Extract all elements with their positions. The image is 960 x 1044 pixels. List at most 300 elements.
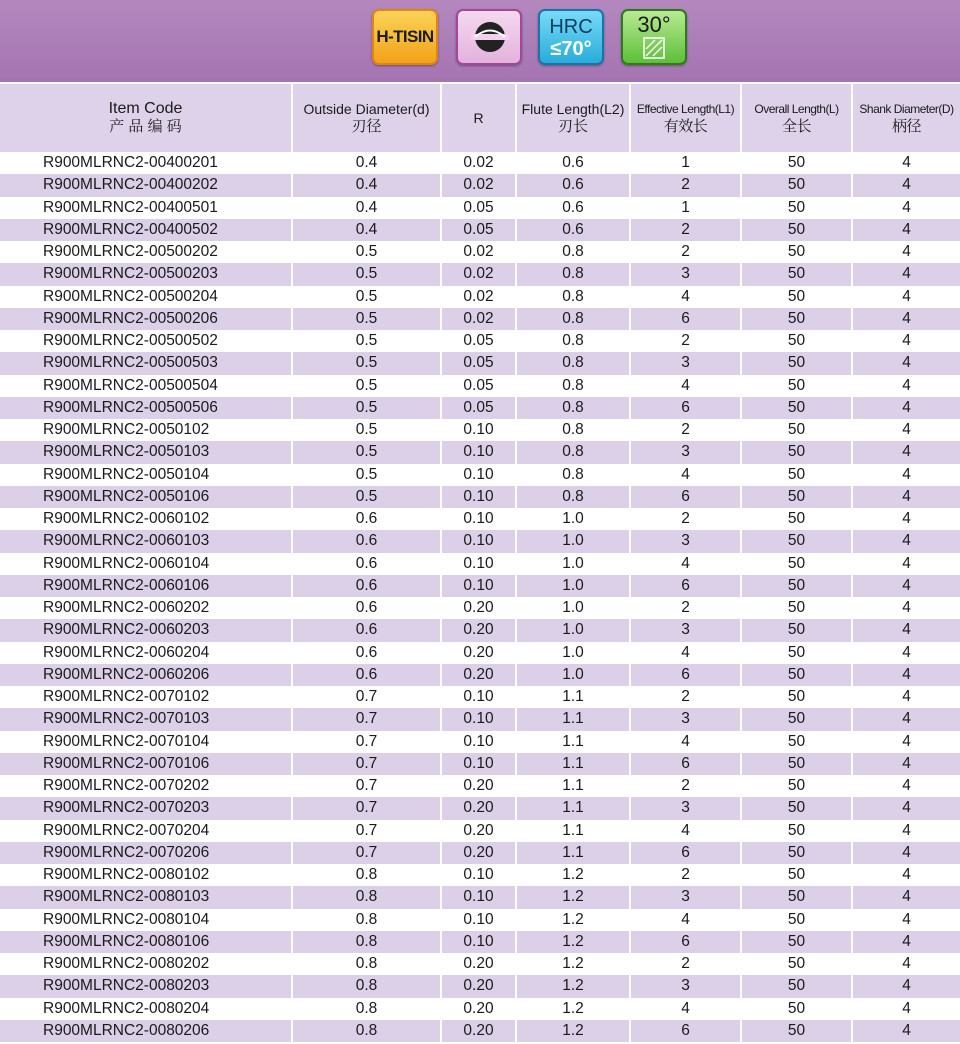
item-code-cell: R900MLRNC2-0080106: [0, 931, 293, 953]
flute-length-cell: 0.8: [517, 308, 631, 330]
overall-length-cell: 50: [742, 486, 853, 508]
shank-diameter-cell: 4: [853, 731, 960, 753]
radius-cell: 0.10: [442, 419, 517, 441]
effective-length-cell: 4: [631, 998, 742, 1020]
overall-length-cell: 50: [742, 308, 853, 330]
table-row: [0, 375, 960, 397]
radius-cell: 0.10: [442, 464, 517, 486]
effective-length-cell: 4: [631, 286, 742, 308]
table-row: [0, 397, 960, 419]
flute-length-cell: 0.8: [517, 375, 631, 397]
effective-length-cell: 3: [631, 619, 742, 641]
table-row: [0, 975, 960, 997]
shank-diameter-cell: 4: [853, 998, 960, 1020]
effective-length-cell: 2: [631, 219, 742, 241]
header-label-cn: 柄径: [891, 118, 921, 135]
overall-length-cell: 50: [742, 909, 853, 931]
radius-cell: 0.10: [442, 886, 517, 908]
flute-length-cell: 1.1: [517, 842, 631, 864]
overall-length-cell: 50: [742, 820, 853, 842]
outside-diameter-cell: 0.6: [293, 508, 442, 530]
effective-length-cell: 6: [631, 842, 742, 864]
flute-length-cell: 1.1: [517, 775, 631, 797]
overall-length-cell: 50: [742, 686, 853, 708]
column-header-effective-length: [631, 84, 742, 152]
shank-diameter-cell: 4: [853, 575, 960, 597]
overall-length-cell: 50: [742, 174, 853, 196]
overall-length-cell: 50: [742, 708, 853, 730]
radius-cell: 0.10: [442, 486, 517, 508]
helix-angle-badge: [621, 9, 687, 65]
flute-length-cell: 1.2: [517, 975, 631, 997]
overall-length-cell: 50: [742, 263, 853, 285]
effective-length-cell: 4: [631, 464, 742, 486]
item-code-cell: R900MLRNC2-0060206: [0, 664, 293, 686]
shank-diameter-cell: 4: [853, 775, 960, 797]
flute-length-cell: 1.0: [517, 597, 631, 619]
flute-length-cell: 0.8: [517, 352, 631, 374]
radius-cell: 0.10: [442, 686, 517, 708]
effective-length-cell: 6: [631, 486, 742, 508]
item-code-cell: R900MLRNC2-00400502: [0, 219, 293, 241]
ball-nose-profile-badge: [456, 9, 522, 65]
outside-diameter-cell: 0.7: [293, 797, 442, 819]
outside-diameter-cell: 0.8: [293, 975, 442, 997]
header-label-cn: 产 品 编 码: [109, 118, 182, 135]
effective-length-cell: 2: [631, 330, 742, 352]
flute-length-cell: 1.2: [517, 998, 631, 1020]
item-code-cell: R900MLRNC2-0070206: [0, 842, 293, 864]
item-code-cell: R900MLRNC2-00400201: [0, 152, 293, 174]
item-code-cell: R900MLRNC2-00400202: [0, 174, 293, 196]
item-code-cell: R900MLRNC2-0050104: [0, 464, 293, 486]
table-row: [0, 508, 960, 530]
radius-cell: 0.02: [442, 263, 517, 285]
flute-length-cell: 1.2: [517, 909, 631, 931]
table-row: [0, 553, 960, 575]
item-code-cell: R900MLRNC2-0080104: [0, 909, 293, 931]
flute-length-cell: 1.2: [517, 1020, 631, 1042]
flute-length-cell: 1.0: [517, 642, 631, 664]
outside-diameter-cell: 0.4: [293, 197, 442, 219]
table-row: [0, 530, 960, 552]
flute-length-cell: 1.1: [517, 820, 631, 842]
effective-length-cell: 2: [631, 686, 742, 708]
table-row: [0, 864, 960, 886]
hrc-value: ≤70°: [550, 38, 592, 60]
radius-cell: 0.20: [442, 998, 517, 1020]
radius-cell: 0.10: [442, 931, 517, 953]
item-code-cell: R900MLRNC2-0080202: [0, 953, 293, 975]
effective-length-cell: 3: [631, 441, 742, 463]
outside-diameter-cell: 0.8: [293, 1020, 442, 1042]
shank-diameter-cell: 4: [853, 820, 960, 842]
outside-diameter-cell: 0.4: [293, 219, 442, 241]
overall-length-cell: 50: [742, 842, 853, 864]
item-code-cell: R900MLRNC2-0070104: [0, 731, 293, 753]
shank-diameter-cell: 4: [853, 619, 960, 641]
shank-diameter-cell: 4: [853, 486, 960, 508]
flute-length-cell: 1.2: [517, 864, 631, 886]
item-code-cell: R900MLRNC2-0070106: [0, 753, 293, 775]
radius-cell: 0.20: [442, 1020, 517, 1042]
overall-length-cell: 50: [742, 241, 853, 263]
overall-length-cell: 50: [742, 642, 853, 664]
overall-length-cell: 50: [742, 864, 853, 886]
flute-length-cell: 1.0: [517, 530, 631, 552]
header-label-en: Overall Length(L): [754, 102, 839, 116]
shank-diameter-cell: 4: [853, 1020, 960, 1042]
header-label-cn: 有效长: [663, 118, 708, 135]
overall-length-cell: 50: [742, 219, 853, 241]
effective-length-cell: 4: [631, 820, 742, 842]
outside-diameter-cell: 0.5: [293, 352, 442, 374]
shank-diameter-cell: 4: [853, 174, 960, 196]
effective-length-cell: 6: [631, 753, 742, 775]
effective-length-cell: 2: [631, 953, 742, 975]
item-code-cell: R900MLRNC2-0070202: [0, 775, 293, 797]
radius-cell: 0.02: [442, 286, 517, 308]
table-row: [0, 286, 960, 308]
radius-cell: 0.10: [442, 530, 517, 552]
item-code-cell: R900MLRNC2-0060203: [0, 619, 293, 641]
effective-length-cell: 3: [631, 530, 742, 552]
table-row: [0, 708, 960, 730]
effective-length-cell: 4: [631, 909, 742, 931]
hrc-hardness-badge: [538, 9, 604, 65]
shank-diameter-cell: 4: [853, 597, 960, 619]
shank-diameter-cell: 4: [853, 886, 960, 908]
effective-length-cell: 2: [631, 775, 742, 797]
outside-diameter-cell: 0.7: [293, 820, 442, 842]
table-row: [0, 308, 960, 330]
radius-cell: 0.20: [442, 842, 517, 864]
table-row: [0, 330, 960, 352]
table-header-row: [0, 84, 960, 152]
outside-diameter-cell: 0.7: [293, 775, 442, 797]
item-code-cell: R900MLRNC2-0070102: [0, 686, 293, 708]
flute-length-cell: 0.8: [517, 286, 631, 308]
outside-diameter-cell: 0.7: [293, 686, 442, 708]
shank-diameter-cell: 4: [853, 330, 960, 352]
table-row: [0, 241, 960, 263]
radius-cell: 0.10: [442, 708, 517, 730]
effective-length-cell: 3: [631, 352, 742, 374]
outside-diameter-cell: 0.5: [293, 286, 442, 308]
shank-diameter-cell: 4: [853, 419, 960, 441]
outside-diameter-cell: 0.6: [293, 530, 442, 552]
outside-diameter-cell: 0.4: [293, 174, 442, 196]
ball-nose-profile-icon: [471, 20, 509, 54]
header-label-en: Outside Diameter(d): [303, 101, 430, 117]
effective-length-cell: 6: [631, 308, 742, 330]
overall-length-cell: 50: [742, 508, 853, 530]
shank-diameter-cell: 4: [853, 975, 960, 997]
item-code-cell: R900MLRNC2-0080206: [0, 1020, 293, 1042]
radius-cell: 0.10: [442, 753, 517, 775]
radius-cell: 0.20: [442, 775, 517, 797]
radius-cell: 0.20: [442, 953, 517, 975]
item-code-cell: R900MLRNC2-0080204: [0, 998, 293, 1020]
radius-cell: 0.05: [442, 219, 517, 241]
radius-cell: 0.05: [442, 330, 517, 352]
table-row: [0, 642, 960, 664]
column-header-outside-diameter: [293, 84, 442, 152]
overall-length-cell: 50: [742, 975, 853, 997]
overall-length-cell: 50: [742, 553, 853, 575]
radius-cell: 0.20: [442, 642, 517, 664]
shank-diameter-cell: 4: [853, 464, 960, 486]
table-body: [0, 152, 960, 1042]
table-row: [0, 820, 960, 842]
shank-diameter-cell: 4: [853, 842, 960, 864]
radius-cell: 0.10: [442, 441, 517, 463]
radius-cell: 0.10: [442, 731, 517, 753]
table-row: [0, 174, 960, 196]
table-row: [0, 664, 960, 686]
top-banner: [0, 0, 960, 82]
flute-length-cell: 0.6: [517, 174, 631, 196]
item-code-cell: R900MLRNC2-0080203: [0, 975, 293, 997]
flute-length-cell: 0.6: [517, 197, 631, 219]
effective-length-cell: 6: [631, 1020, 742, 1042]
effective-length-cell: 3: [631, 797, 742, 819]
item-code-cell: R900MLRNC2-00500504: [0, 375, 293, 397]
flute-length-cell: 0.8: [517, 486, 631, 508]
effective-length-cell: 3: [631, 975, 742, 997]
outside-diameter-cell: 0.8: [293, 953, 442, 975]
flute-length-cell: 0.8: [517, 330, 631, 352]
outside-diameter-cell: 0.7: [293, 731, 442, 753]
column-header-flute-length: [517, 84, 631, 152]
overall-length-cell: 50: [742, 775, 853, 797]
header-label-en: Flute Length(L2): [521, 101, 625, 117]
effective-length-cell: 2: [631, 241, 742, 263]
flute-length-cell: 1.1: [517, 797, 631, 819]
table-row: [0, 998, 960, 1020]
radius-cell: 0.10: [442, 864, 517, 886]
item-code-cell: R900MLRNC2-0050102: [0, 419, 293, 441]
table-row: [0, 842, 960, 864]
outside-diameter-cell: 0.5: [293, 441, 442, 463]
item-code-cell: R900MLRNC2-0060104: [0, 553, 293, 575]
shank-diameter-cell: 4: [853, 197, 960, 219]
flute-length-cell: 1.2: [517, 931, 631, 953]
outside-diameter-cell: 0.8: [293, 998, 442, 1020]
h-tisin-label: H-TISIN: [376, 27, 434, 46]
outside-diameter-cell: 0.5: [293, 330, 442, 352]
outside-diameter-cell: 0.6: [293, 664, 442, 686]
outside-diameter-cell: 0.5: [293, 241, 442, 263]
outside-diameter-cell: 0.6: [293, 553, 442, 575]
overall-length-cell: 50: [742, 330, 853, 352]
flute-length-cell: 1.1: [517, 731, 631, 753]
overall-length-cell: 50: [742, 797, 853, 819]
overall-length-cell: 50: [742, 197, 853, 219]
table-row: [0, 597, 960, 619]
flute-length-cell: 0.8: [517, 464, 631, 486]
table-row: [0, 686, 960, 708]
item-code-cell: R900MLRNC2-0060102: [0, 508, 293, 530]
overall-length-cell: 50: [742, 530, 853, 552]
outside-diameter-cell: 0.6: [293, 575, 442, 597]
radius-cell: 0.10: [442, 909, 517, 931]
shank-diameter-cell: 4: [853, 642, 960, 664]
table-row: [0, 152, 960, 174]
table-row: [0, 1020, 960, 1042]
flute-length-cell: 0.8: [517, 241, 631, 263]
overall-length-cell: 50: [742, 753, 853, 775]
header-label-cn: 全长: [781, 118, 811, 135]
radius-cell: 0.10: [442, 553, 517, 575]
overall-length-cell: 50: [742, 1020, 853, 1042]
item-code-cell: R900MLRNC2-0060202: [0, 597, 293, 619]
shank-diameter-cell: 4: [853, 931, 960, 953]
flute-length-cell: 0.8: [517, 419, 631, 441]
effective-length-cell: 2: [631, 508, 742, 530]
shank-diameter-cell: 4: [853, 864, 960, 886]
outside-diameter-cell: 0.5: [293, 263, 442, 285]
item-code-cell: R900MLRNC2-00500203: [0, 263, 293, 285]
table-row: [0, 352, 960, 374]
header-label-en: R: [473, 110, 484, 126]
overall-length-cell: 50: [742, 152, 853, 174]
flute-length-cell: 1.1: [517, 686, 631, 708]
shank-diameter-cell: 4: [853, 686, 960, 708]
overall-length-cell: 50: [742, 419, 853, 441]
outside-diameter-cell: 0.5: [293, 464, 442, 486]
effective-length-cell: 6: [631, 397, 742, 419]
header-label-cn: 刃长: [557, 118, 588, 135]
header-label-en: Shank Diameter(D): [859, 102, 954, 116]
flute-length-cell: 1.0: [517, 575, 631, 597]
header-label-cn: 刃径: [351, 118, 382, 135]
radius-cell: 0.20: [442, 820, 517, 842]
helix-angle-icon: [643, 37, 665, 59]
table-row: [0, 575, 960, 597]
radius-cell: 0.02: [442, 308, 517, 330]
hrc-label: HRC: [549, 16, 593, 38]
outside-diameter-cell: 0.8: [293, 931, 442, 953]
table-row: [0, 909, 960, 931]
column-header-radius: [442, 84, 517, 152]
table-row: [0, 464, 960, 486]
table-row: [0, 797, 960, 819]
flute-length-cell: 1.0: [517, 619, 631, 641]
radius-cell: 0.20: [442, 664, 517, 686]
table-row: [0, 263, 960, 285]
flute-length-cell: 0.6: [517, 219, 631, 241]
column-header-item-code: [0, 84, 293, 152]
item-code-cell: R900MLRNC2-00400501: [0, 197, 293, 219]
radius-cell: 0.05: [442, 375, 517, 397]
item-code-cell: R900MLRNC2-0070204: [0, 820, 293, 842]
table-row: [0, 619, 960, 641]
table-row: [0, 197, 960, 219]
overall-length-cell: 50: [742, 441, 853, 463]
item-code-cell: R900MLRNC2-00500206: [0, 308, 293, 330]
effective-length-cell: 2: [631, 174, 742, 196]
table-row: [0, 219, 960, 241]
column-header-overall-length: [742, 84, 853, 152]
column-header-shank-diameter: [853, 84, 960, 152]
item-code-cell: R900MLRNC2-00500502: [0, 330, 293, 352]
outside-diameter-cell: 0.7: [293, 842, 442, 864]
overall-length-cell: 50: [742, 352, 853, 374]
item-code-cell: R900MLRNC2-00500503: [0, 352, 293, 374]
item-code-cell: R900MLRNC2-0070203: [0, 797, 293, 819]
shank-diameter-cell: 4: [853, 263, 960, 285]
radius-cell: 0.02: [442, 174, 517, 196]
flute-length-cell: 0.8: [517, 397, 631, 419]
outside-diameter-cell: 0.6: [293, 619, 442, 641]
shank-diameter-cell: 4: [853, 219, 960, 241]
item-code-cell: R900MLRNC2-0060204: [0, 642, 293, 664]
shank-diameter-cell: 4: [853, 753, 960, 775]
shank-diameter-cell: 4: [853, 308, 960, 330]
radius-cell: 0.20: [442, 797, 517, 819]
helix-angle-value: 30°: [637, 12, 671, 37]
effective-length-cell: 4: [631, 642, 742, 664]
table-row: [0, 931, 960, 953]
effective-length-cell: 2: [631, 419, 742, 441]
outside-diameter-cell: 0.6: [293, 597, 442, 619]
outside-diameter-cell: 0.6: [293, 642, 442, 664]
shank-diameter-cell: 4: [853, 664, 960, 686]
outside-diameter-cell: 0.7: [293, 708, 442, 730]
item-code-cell: R900MLRNC2-0060103: [0, 530, 293, 552]
overall-length-cell: 50: [742, 575, 853, 597]
flute-length-cell: 0.8: [517, 441, 631, 463]
effective-length-cell: 3: [631, 263, 742, 285]
table-row: [0, 731, 960, 753]
outside-diameter-cell: 0.5: [293, 419, 442, 441]
flute-length-cell: 1.2: [517, 953, 631, 975]
outside-diameter-cell: 0.7: [293, 753, 442, 775]
item-code-cell: R900MLRNC2-0050106: [0, 486, 293, 508]
item-code-cell: R900MLRNC2-00500202: [0, 241, 293, 263]
shank-diameter-cell: 4: [853, 909, 960, 931]
effective-length-cell: 3: [631, 708, 742, 730]
item-code-cell: R900MLRNC2-00500506: [0, 397, 293, 419]
product-spec-table: [0, 84, 960, 1042]
shank-diameter-cell: 4: [853, 953, 960, 975]
flute-length-cell: 1.0: [517, 508, 631, 530]
shank-diameter-cell: 4: [853, 508, 960, 530]
radius-cell: 0.05: [442, 197, 517, 219]
header-label-en: Item Code: [108, 100, 183, 117]
table-row: [0, 753, 960, 775]
shank-diameter-cell: 4: [853, 553, 960, 575]
effective-length-cell: 6: [631, 575, 742, 597]
outside-diameter-cell: 0.4: [293, 152, 442, 174]
effective-length-cell: 6: [631, 664, 742, 686]
overall-length-cell: 50: [742, 664, 853, 686]
flute-length-cell: 0.8: [517, 263, 631, 285]
item-code-cell: R900MLRNC2-00500204: [0, 286, 293, 308]
outside-diameter-cell: 0.5: [293, 375, 442, 397]
outside-diameter-cell: 0.5: [293, 308, 442, 330]
overall-length-cell: 50: [742, 375, 853, 397]
flute-length-cell: 1.2: [517, 886, 631, 908]
shank-diameter-cell: 4: [853, 352, 960, 374]
h-tisin-coating-badge: [372, 9, 438, 65]
effective-length-cell: 1: [631, 152, 742, 174]
overall-length-cell: 50: [742, 998, 853, 1020]
flute-length-cell: 1.1: [517, 753, 631, 775]
table-row: [0, 486, 960, 508]
effective-length-cell: 3: [631, 886, 742, 908]
